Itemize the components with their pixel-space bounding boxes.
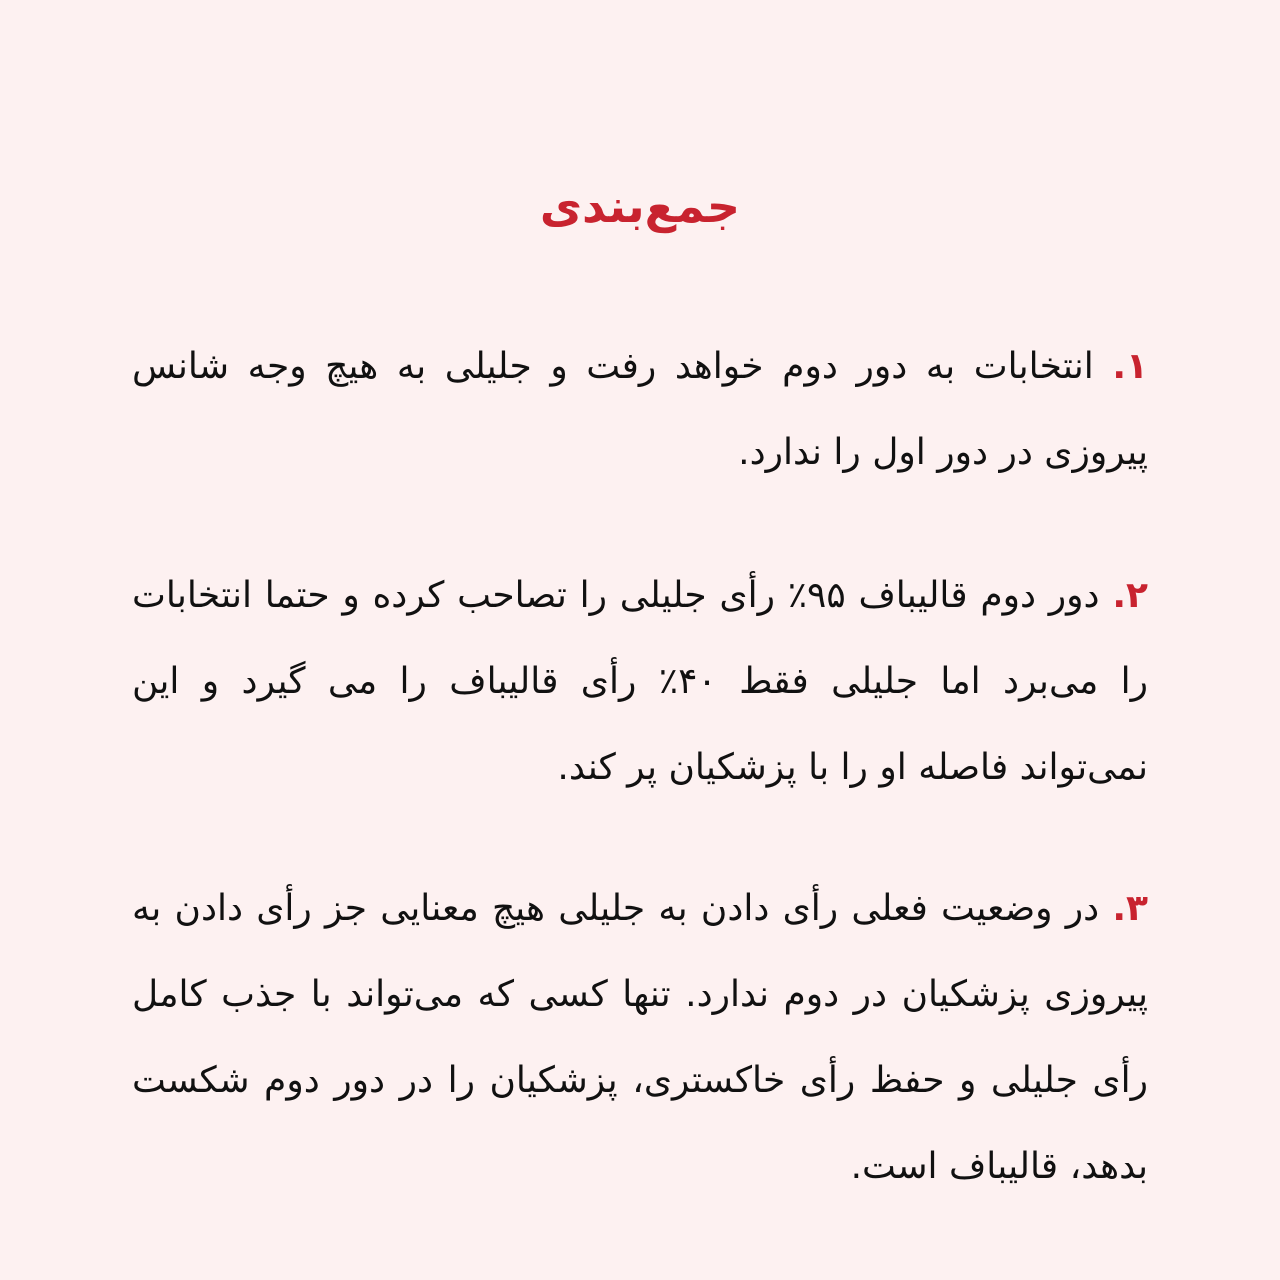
item-number: ۲. (1112, 575, 1148, 616)
item-text: دور دوم قالیباف ۹۵٪ رأی جلیلی را تصاحب کرده و حتما انتخابات را می‌برد اما جلیلی فقط ۴۰٪ رأی قالیباف را می گیرد و این نمی‌تواند فاصله او را با پزشکیان پر کند. (132, 575, 1148, 788)
summary-item-3 (132, 866, 1148, 1210)
item-text: انتخابات به دور دوم خواهد رفت و جلیلی به هیچ وجه شانس پیروزی در دور اول را ندارد. (132, 346, 1148, 473)
page-title: جمع‌بندی (539, 178, 741, 233)
summary-item-1 (132, 324, 1148, 496)
summary-item-2 (132, 553, 1148, 811)
item-number: ۱. (1112, 346, 1148, 387)
item-number: ۳. (1112, 888, 1148, 929)
item-text: در وضعیت فعلی رأی دادن به جلیلی هیچ معنایی جز رأی دادن به پیروزی پزشکیان در دوم ندارد. تنها کسی که می‌تواند با جذب کامل رأی جلیلی و حفظ رأی خاکستری، پزشکیان را در دور دوم شکست بدهد، قالیباف است. (132, 888, 1148, 1187)
